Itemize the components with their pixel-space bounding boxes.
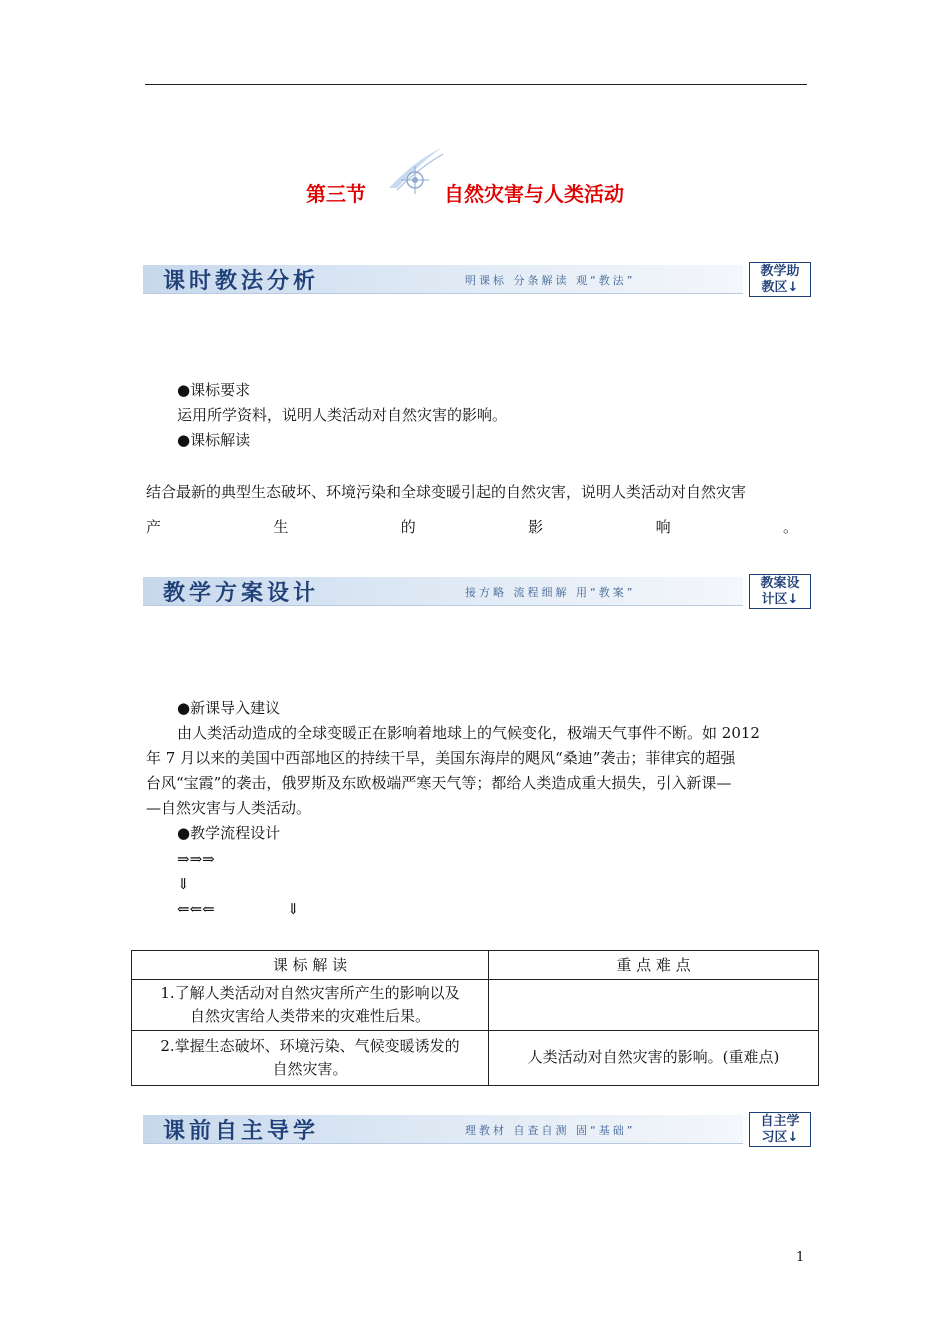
text-char: 。	[782, 518, 798, 536]
badge-line: 计区↓	[761, 592, 799, 607]
banner-badge	[749, 262, 811, 297]
section-banner-teaching-analysis	[143, 262, 815, 300]
table-header: 重 点 难 点	[489, 951, 819, 980]
table-cell	[132, 1031, 489, 1086]
table-cell-key-points	[489, 980, 819, 1086]
text-char: 产	[146, 518, 162, 536]
intro-text-line: 由人类活动造成的全球变暖正在影响着地球上的气候变化，极端天气事件不断。如 2012	[177, 724, 760, 742]
page-number: 1	[796, 1250, 805, 1265]
heading-intro-suggestion: ●新课导入建议	[177, 699, 281, 717]
table-row	[132, 980, 819, 1031]
cell-line: 2.掌握生态破坏、环境污染、气候变暖诱发的	[160, 1037, 460, 1055]
table-cell	[132, 980, 489, 1031]
table-header-row	[132, 951, 819, 980]
header-rule	[145, 84, 807, 85]
banner-heading: 课前自主导学	[163, 1118, 320, 1144]
intro-text-line: 台风“宝霞”的袭击，俄罗斯及东欧极端严寒天气等；都给人类造成重大损失，引入新课—	[146, 774, 732, 792]
section-banner-self-study	[143, 1112, 815, 1150]
badge-line: 习区↓	[761, 1130, 799, 1145]
badge-line: 教学助	[760, 264, 800, 279]
banner-tagline: 接方略 流程细解 用“教案”	[465, 586, 636, 599]
cell-line: 1.了解人类活动对自然灾害所产生的影响以及	[160, 984, 460, 1002]
text-char: 响	[655, 518, 671, 536]
heading-interpretation: ●课标解读	[177, 431, 251, 449]
cell-line: 人类活动对自然灾害的影响。(重难点)	[527, 1048, 780, 1066]
banner-badge	[749, 574, 811, 609]
requirements-text: 运用所学资料，说明人类活动对自然灾害的影响。	[177, 406, 508, 424]
banner-badge	[749, 1112, 811, 1147]
badge-line: 教区↓	[761, 280, 799, 295]
banner-heading: 教学方案设计	[163, 580, 320, 606]
text-char: 影	[528, 518, 544, 536]
heading-requirements: ●课标要求	[177, 381, 251, 399]
table-header: 课 标 解 读	[132, 951, 489, 980]
section-banner-lesson-design	[143, 574, 815, 612]
banner-tagline: 明课标 分条解读 观“教法”	[465, 274, 636, 287]
badge-line: 自主学	[760, 1114, 800, 1129]
cell-line: 自然灾害给人类带来的灾难性后果。	[189, 1007, 430, 1025]
heading-flow-design: ●教学流程设计	[177, 824, 281, 842]
badge-line: 教案设	[760, 576, 800, 591]
interpretation-text: 结合最新的典型生态破坏、环境污染和全球变暖引起的自然灾害，说明人类活动对自然灾害	[146, 483, 747, 501]
interpretation-text-tail	[146, 516, 798, 537]
banner-tagline: 理教材 自查自测 固“基础”	[465, 1124, 636, 1137]
text-char: 的	[400, 518, 416, 536]
section-number: 第三节	[306, 182, 366, 206]
objectives-table	[131, 950, 819, 1086]
intro-text-line: —自然灾害与人类活动。	[146, 799, 312, 817]
page-title: 自然灾害与人类活动	[444, 182, 624, 206]
text-char: 生	[273, 518, 289, 536]
cell-line: 自然灾害。	[272, 1060, 348, 1078]
intro-text-line: 年 7 月以来的美国中西部地区的持续干旱，美国东海岸的飓风“桑迪”袭击；菲律宾的超强	[146, 749, 736, 767]
banner-heading: 课时教法分析	[163, 268, 320, 294]
flow-arrows-row: ⇐⇐⇐	[177, 900, 215, 918]
flow-arrows-row: ⇓	[287, 900, 300, 918]
flow-arrows-row: ⇒⇒⇒	[177, 850, 215, 868]
flow-arrows-row: ⇓	[177, 875, 190, 893]
table-cell-empty	[489, 982, 818, 1031]
compass-emblem-icon	[383, 144, 445, 196]
